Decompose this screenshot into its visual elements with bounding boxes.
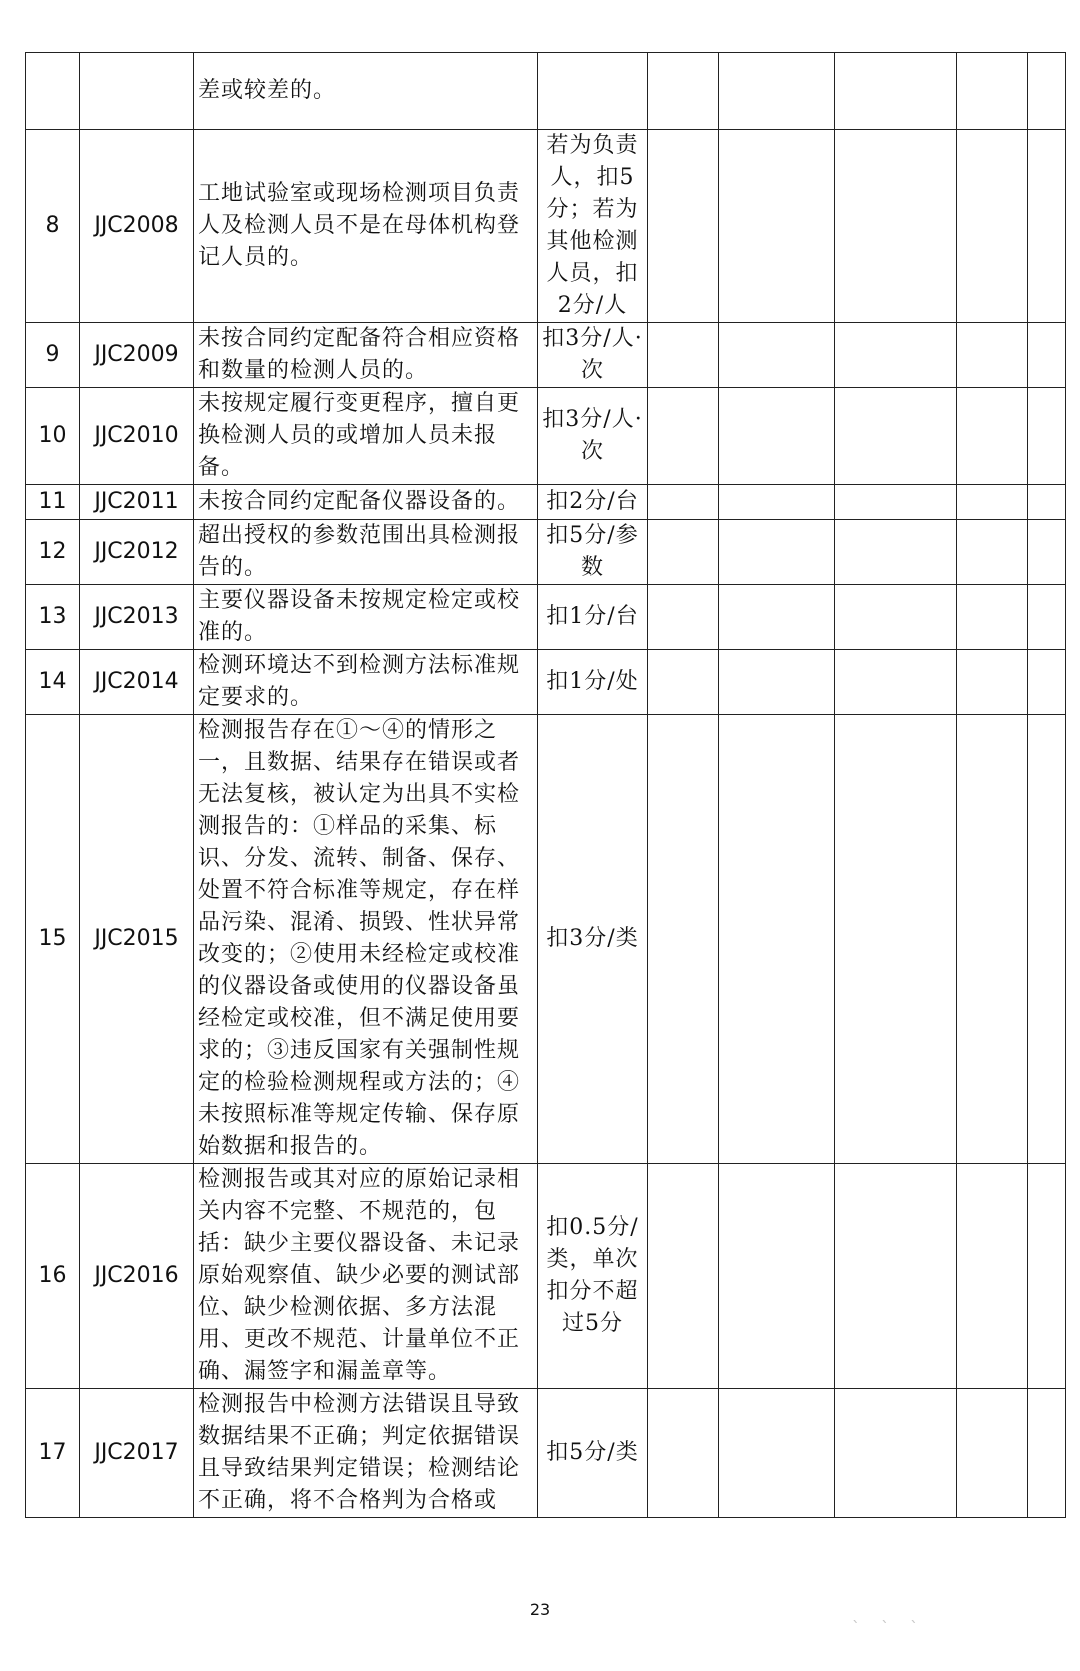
empty-cell bbox=[1028, 520, 1066, 585]
deduction-rule: 扣1分/台 bbox=[538, 585, 648, 650]
item-code: JJC2012 bbox=[80, 520, 194, 585]
empty-cell bbox=[835, 650, 957, 715]
empty-cell bbox=[648, 485, 719, 520]
empty-cell bbox=[1028, 715, 1066, 1164]
table-row bbox=[26, 485, 1066, 520]
row-number: 8 bbox=[26, 130, 80, 323]
empty-cell bbox=[835, 1164, 957, 1389]
empty-cell bbox=[648, 650, 719, 715]
item-code: JJC2008 bbox=[80, 130, 194, 323]
empty-cell bbox=[957, 585, 1028, 650]
item-code: JJC2017 bbox=[80, 1389, 194, 1518]
item-code: JJC2011 bbox=[80, 485, 194, 520]
empty-cell bbox=[1028, 1389, 1066, 1518]
row-number: 10 bbox=[26, 388, 80, 485]
item-description: 差或较差的。 bbox=[194, 53, 538, 130]
row-number: 13 bbox=[26, 585, 80, 650]
row-number bbox=[26, 53, 80, 130]
empty-cell bbox=[835, 585, 957, 650]
empty-cell bbox=[835, 715, 957, 1164]
empty-cell bbox=[835, 53, 957, 130]
row-number: 12 bbox=[26, 520, 80, 585]
deduction-rule: 扣3分/人·次 bbox=[538, 323, 648, 388]
row-number: 9 bbox=[26, 323, 80, 388]
deduction-rule: 扣5分/参数 bbox=[538, 520, 648, 585]
empty-cell bbox=[719, 650, 835, 715]
item-description: 工地试验室或现场检测项目负责人及检测人员不是在母体机构登记人员的。 bbox=[194, 130, 538, 323]
scoring-table bbox=[25, 52, 1066, 1518]
empty-cell bbox=[719, 1164, 835, 1389]
empty-cell bbox=[719, 585, 835, 650]
item-code bbox=[80, 53, 194, 130]
empty-cell bbox=[957, 130, 1028, 323]
empty-cell bbox=[648, 715, 719, 1164]
row-number: 14 bbox=[26, 650, 80, 715]
table-row bbox=[26, 520, 1066, 585]
table-row bbox=[26, 130, 1066, 323]
table-row bbox=[26, 585, 1066, 650]
empty-cell bbox=[719, 130, 835, 323]
empty-cell bbox=[835, 130, 957, 323]
table-row bbox=[26, 650, 1066, 715]
empty-cell bbox=[957, 1389, 1028, 1518]
empty-cell bbox=[648, 323, 719, 388]
deduction-rule: 扣2分/台 bbox=[538, 485, 648, 520]
item-description: 未按合同约定配备符合相应资格和数量的检测人员的。 bbox=[194, 323, 538, 388]
item-code: JJC2016 bbox=[80, 1164, 194, 1389]
item-description: 检测报告或其对应的原始记录相关内容不完整、不规范的，包括：缺少主要仪器设备、未记录原始观察值、缺少必要的测试部位、缺少检测依据、多方法混用、更改不规范、计量单位不正确、漏签字和漏盖章等。 bbox=[194, 1164, 538, 1389]
item-description: 检测环境达不到检测方法标准规定要求的。 bbox=[194, 650, 538, 715]
row-number: 17 bbox=[26, 1389, 80, 1518]
empty-cell bbox=[648, 1389, 719, 1518]
empty-cell bbox=[957, 1164, 1028, 1389]
empty-cell bbox=[835, 1389, 957, 1518]
empty-cell bbox=[957, 388, 1028, 485]
item-description: 未按规定履行变更程序，擅自更换检测人员的或增加人员未报备。 bbox=[194, 388, 538, 485]
deduction-rule: 若为负责人，扣5分；若为其他检测人员，扣2分/人 bbox=[538, 130, 648, 323]
row-number: 11 bbox=[26, 485, 80, 520]
deduction-rule: 扣0.5分/类，单次扣分不超过5分 bbox=[538, 1164, 648, 1389]
item-description: 超出授权的参数范围出具检测报告的。 bbox=[194, 520, 538, 585]
empty-cell bbox=[648, 388, 719, 485]
table-row bbox=[26, 1164, 1066, 1389]
empty-cell bbox=[648, 1164, 719, 1389]
deduction-rule bbox=[538, 53, 648, 130]
empty-cell bbox=[957, 520, 1028, 585]
empty-cell bbox=[835, 388, 957, 485]
empty-cell bbox=[648, 53, 719, 130]
empty-cell bbox=[719, 715, 835, 1164]
deduction-rule: 扣5分/类 bbox=[538, 1389, 648, 1518]
empty-cell bbox=[957, 715, 1028, 1164]
table-row bbox=[26, 715, 1066, 1164]
table-row bbox=[26, 388, 1066, 485]
empty-cell bbox=[957, 323, 1028, 388]
table-row bbox=[26, 53, 1066, 130]
item-code: JJC2010 bbox=[80, 388, 194, 485]
watermark-mark: ` ` ` bbox=[852, 1618, 927, 1637]
table-row bbox=[26, 1389, 1066, 1518]
empty-cell bbox=[957, 485, 1028, 520]
item-code: JJC2009 bbox=[80, 323, 194, 388]
empty-cell bbox=[1028, 388, 1066, 485]
empty-cell bbox=[1028, 130, 1066, 323]
row-number: 16 bbox=[26, 1164, 80, 1389]
empty-cell bbox=[719, 1389, 835, 1518]
empty-cell bbox=[1028, 323, 1066, 388]
empty-cell bbox=[957, 53, 1028, 130]
empty-cell bbox=[719, 323, 835, 388]
deduction-rule: 扣1分/处 bbox=[538, 650, 648, 715]
empty-cell bbox=[719, 388, 835, 485]
table-row bbox=[26, 323, 1066, 388]
item-description: 检测报告中检测方法错误且导致数据结果不正确；判定依据错误且导致结果判定错误；检测结论不正确，将不合格判为合格或 bbox=[194, 1389, 538, 1518]
item-description: 未按合同约定配备仪器设备的。 bbox=[194, 485, 538, 520]
empty-cell bbox=[1028, 1164, 1066, 1389]
item-code: JJC2013 bbox=[80, 585, 194, 650]
empty-cell bbox=[835, 323, 957, 388]
empty-cell bbox=[648, 130, 719, 323]
empty-cell bbox=[719, 53, 835, 130]
item-code: JJC2015 bbox=[80, 715, 194, 1164]
empty-cell bbox=[835, 485, 957, 520]
empty-cell bbox=[1028, 53, 1066, 130]
item-code: JJC2014 bbox=[80, 650, 194, 715]
empty-cell bbox=[719, 485, 835, 520]
page-number: 23 bbox=[529, 1600, 551, 1619]
deduction-rule: 扣3分/人·次 bbox=[538, 388, 648, 485]
deduction-rule: 扣3分/类 bbox=[538, 715, 648, 1164]
item-description: 检测报告存在①～④的情形之一，且数据、结果存在错误或者无法复核，被认定为出具不实检测报告的：①样品的采集、标识、分发、流转、制备、保存、处置不符合标准等规定，存在样品污染、混淆、损毁、性状异常改变的；②使用未经检定或校准的仪器设备或使用的仪器设备虽经检定或校准，但不满足使用要求的；③违反国家有关强制性规定的检验检测规程或方法的；④未按照标准等规定传输、保存原始数据和报告的。 bbox=[194, 715, 538, 1164]
empty-cell bbox=[648, 585, 719, 650]
empty-cell bbox=[648, 520, 719, 585]
row-number: 15 bbox=[26, 715, 80, 1164]
empty-cell bbox=[719, 520, 835, 585]
empty-cell bbox=[1028, 485, 1066, 520]
empty-cell bbox=[1028, 585, 1066, 650]
item-description: 主要仪器设备未按规定检定或校准的。 bbox=[194, 585, 538, 650]
empty-cell bbox=[835, 520, 957, 585]
empty-cell bbox=[957, 650, 1028, 715]
empty-cell bbox=[1028, 650, 1066, 715]
